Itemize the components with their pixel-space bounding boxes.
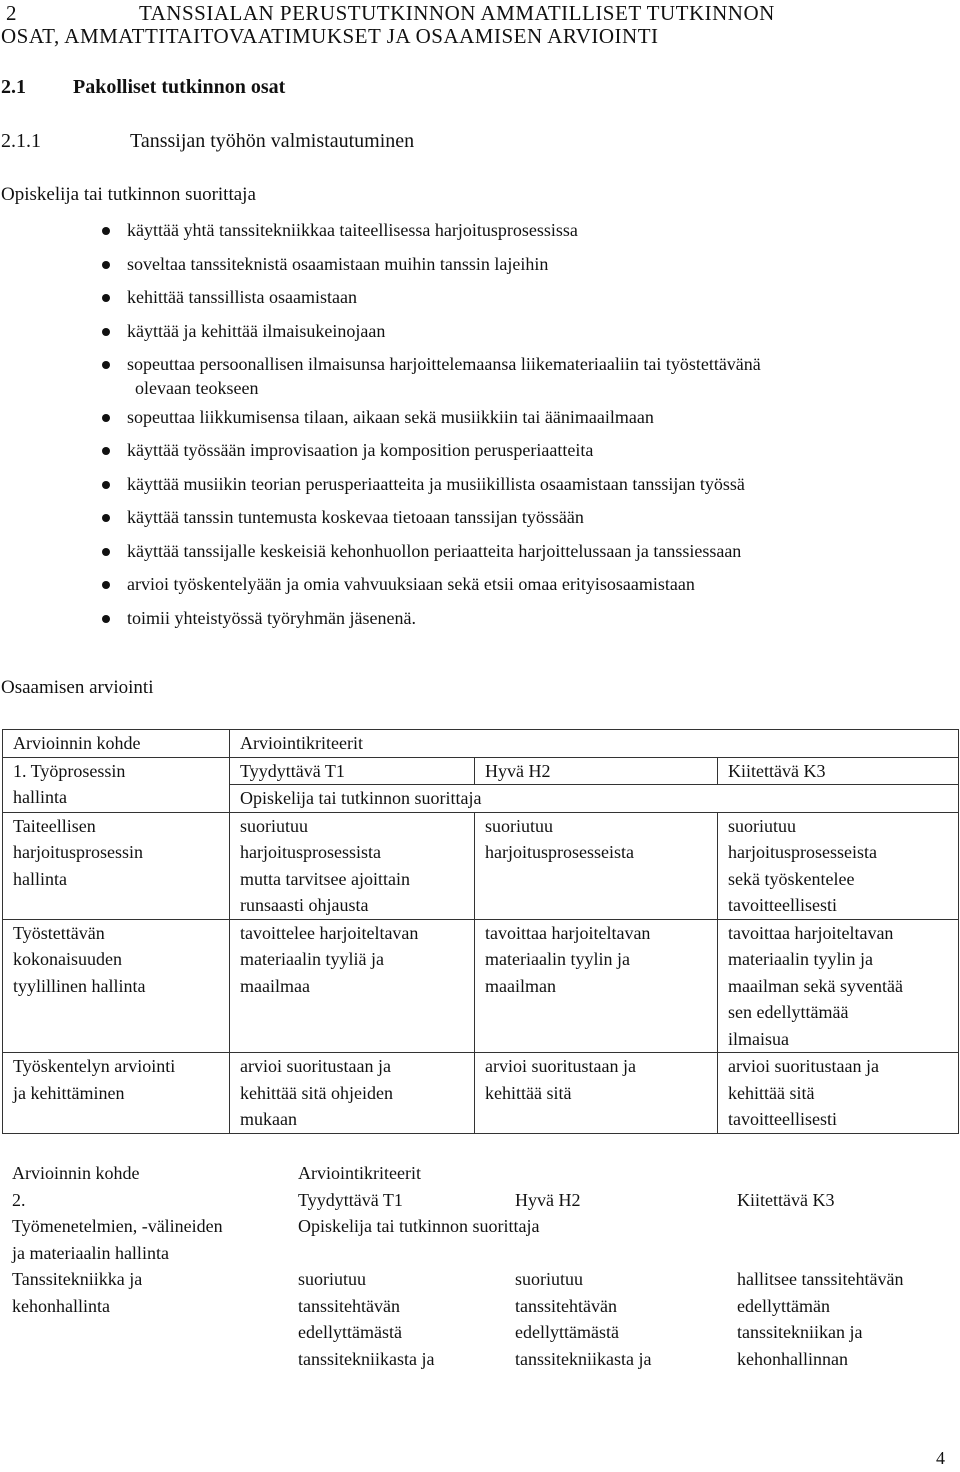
bullet-icon [102,615,110,623]
assessment-table-2 [2,1160,958,1372]
list-item: käyttää työssään improvisaation ja komposition perusperiaatteita [100,434,940,468]
cell-t1: tavoittelee harjoiteltavan materiaalin tyyliä ja maailmaa [230,919,475,1053]
bullet-icon [102,414,110,422]
subsection-title: Tanssijan työhön valmistautuminen [130,130,415,152]
criteria-intro: Opiskelija tai tutkinnon suorittaja [298,1216,540,1237]
cell-t1: suoriutuu tanssitehtävän edellyttämästä tanssitekniikasta ja [298,1269,435,1369]
bullet-icon [102,481,110,489]
bullet-icon [102,548,110,556]
subsection-number: 2.1.1 [1,130,41,152]
level-t1: Tyydyttävä T1 [230,757,475,785]
bullet-icon [102,328,110,336]
cell-k3: suoriutuu harjoitusprosesseista sekä työskentelee tavoitteellisesti [718,812,959,919]
chapter-number: 2 [6,1,17,25]
bullet-icon [102,447,110,455]
chapter-title-line2: OSAT, AMMATTITAITOVAATIMUKSET JA OSAAMISEN ARVIOINTI [1,24,659,48]
bullet-icon [102,261,110,269]
bullet-icon [102,514,110,522]
list-item: kehittää tanssillista osaamistaan [100,281,940,315]
bullet-icon [102,227,110,235]
cell-h2: suoriutuu tanssitehtävän edellyttämästä tanssitekniikasta ja [515,1269,652,1369]
header-target: Arvioinnin kohde [3,730,230,758]
list-item: sopeuttaa liikkumisensa tilaan, aikaan sekä musiikkiin tai äänimaailmaan [100,401,940,435]
header-criteria: Arviointikriteerit [298,1163,421,1183]
row-target: Työstettävän kokonaisuuden tyylillinen hallinta [3,919,230,1053]
list-item: käyttää yhtä tanssitekniikkaa taiteellisessa harjoitusprosessissa [100,214,940,248]
list-item-continuation: olevaan teokseen [135,377,259,398]
level-h2: Hyvä H2 [515,1189,581,1210]
level-k3: Kiitettävä K3 [718,757,959,785]
level-h2: Hyvä H2 [475,757,718,785]
table-row [3,919,959,1053]
list-item: sopeuttaa persoonallisen ilmaisunsa harjoittelemaansa liikemateriaaliin tai työstettävänä olevaan teokseen [100,348,940,401]
table-row [3,1053,959,1134]
table-levels-row [3,757,959,785]
target-name: 1. Työprosessin hallinta [3,757,230,812]
section-title: Pakolliset tutkinnon osat [73,76,286,98]
target-name: 2. Työmenetelmien, -välineiden ja materiaalin hallinta [12,1189,223,1263]
table-levels-row [2,1187,958,1214]
row-target: Taiteellisen harjoitusprosessin hallinta [3,812,230,919]
table-row [2,1266,958,1372]
intro-text: Opiskelija tai tutkinnon suorittaja [1,184,256,205]
cell-k3: tavoittaa harjoiteltavan materiaalin tyylin ja maailman sekä syventää sen edellyttämää ilmaisua [718,919,959,1053]
cell-h2: tavoittaa harjoiteltavan materiaalin tyylin ja maailman [475,919,718,1053]
list-item: käyttää tanssin tuntemusta koskevaa tietoaan tanssijan työssään [100,501,940,535]
list-item: toimii yhteistyössä työryhmän jäsenenä. [100,602,940,636]
list-item: käyttää tanssijalle keskeisiä kehonhuollon periaatteita harjoittelussaan ja tanssiessaan [100,535,940,569]
cell-h2: arvioi suoritustaan ja kehittää sitä [475,1053,718,1134]
table-header-row [3,730,959,758]
row-target: Tanssitekniikka ja kehonhallinta [12,1269,143,1316]
chapter-title-line1: TANSSIALAN PERUSTUTKINNON AMMATILLISET TUTKINNON [139,1,775,25]
header-criteria: Arviointikriteerit [230,730,959,758]
list-item: soveltaa tanssiteknistä osaamistaan muihin tanssin lajeihin [100,248,940,282]
assessment-title: Osaamisen arviointi [1,677,154,698]
cell-t1: arvioi suoritustaan ja kehittää sitä ohjeiden mukaan [230,1053,475,1134]
table-row [3,812,959,919]
bullet-icon [102,294,110,302]
cell-k3: hallitsee tanssitehtävän edellyttämän tanssitekniikan ja kehonhallinnan [737,1269,904,1369]
row-target: Työskentelyn arviointi ja kehittäminen [3,1053,230,1134]
list-item: käyttää ja kehittää ilmaisukeinojaan [100,315,940,349]
cell-h2: suoriutuu harjoitusprosesseista [475,812,718,919]
cell-t1: suoriutuu harjoitusprosessista mutta tarvitsee ajoittain runsaasti ohjausta [230,812,475,919]
cell-k3: arvioi suoritustaan ja kehittää sitä tavoitteellisesti [718,1053,959,1134]
section-number: 2.1 [1,76,26,98]
list-item: käyttää musiikin teorian perusperiaatteita ja musiikillista osaamistaan tanssijan työssä [100,468,940,502]
table-header-row [2,1160,958,1187]
header-target: Arvioinnin kohde [12,1163,140,1183]
criteria-intro: Opiskelija tai tutkinnon suorittaja [230,785,959,813]
assessment-table-1 [2,729,959,1134]
bullet-icon [102,361,110,369]
bullet-icon [102,581,110,589]
level-k3: Kiitettävä K3 [737,1189,835,1210]
list-item: arvioi työskentelyään ja omia vahvuuksiaan sekä etsii omaa erityisosaamistaan [100,568,940,602]
competence-list [100,214,940,635]
page-number: 4 [936,1448,945,1468]
level-t1: Tyydyttävä T1 [298,1189,403,1210]
